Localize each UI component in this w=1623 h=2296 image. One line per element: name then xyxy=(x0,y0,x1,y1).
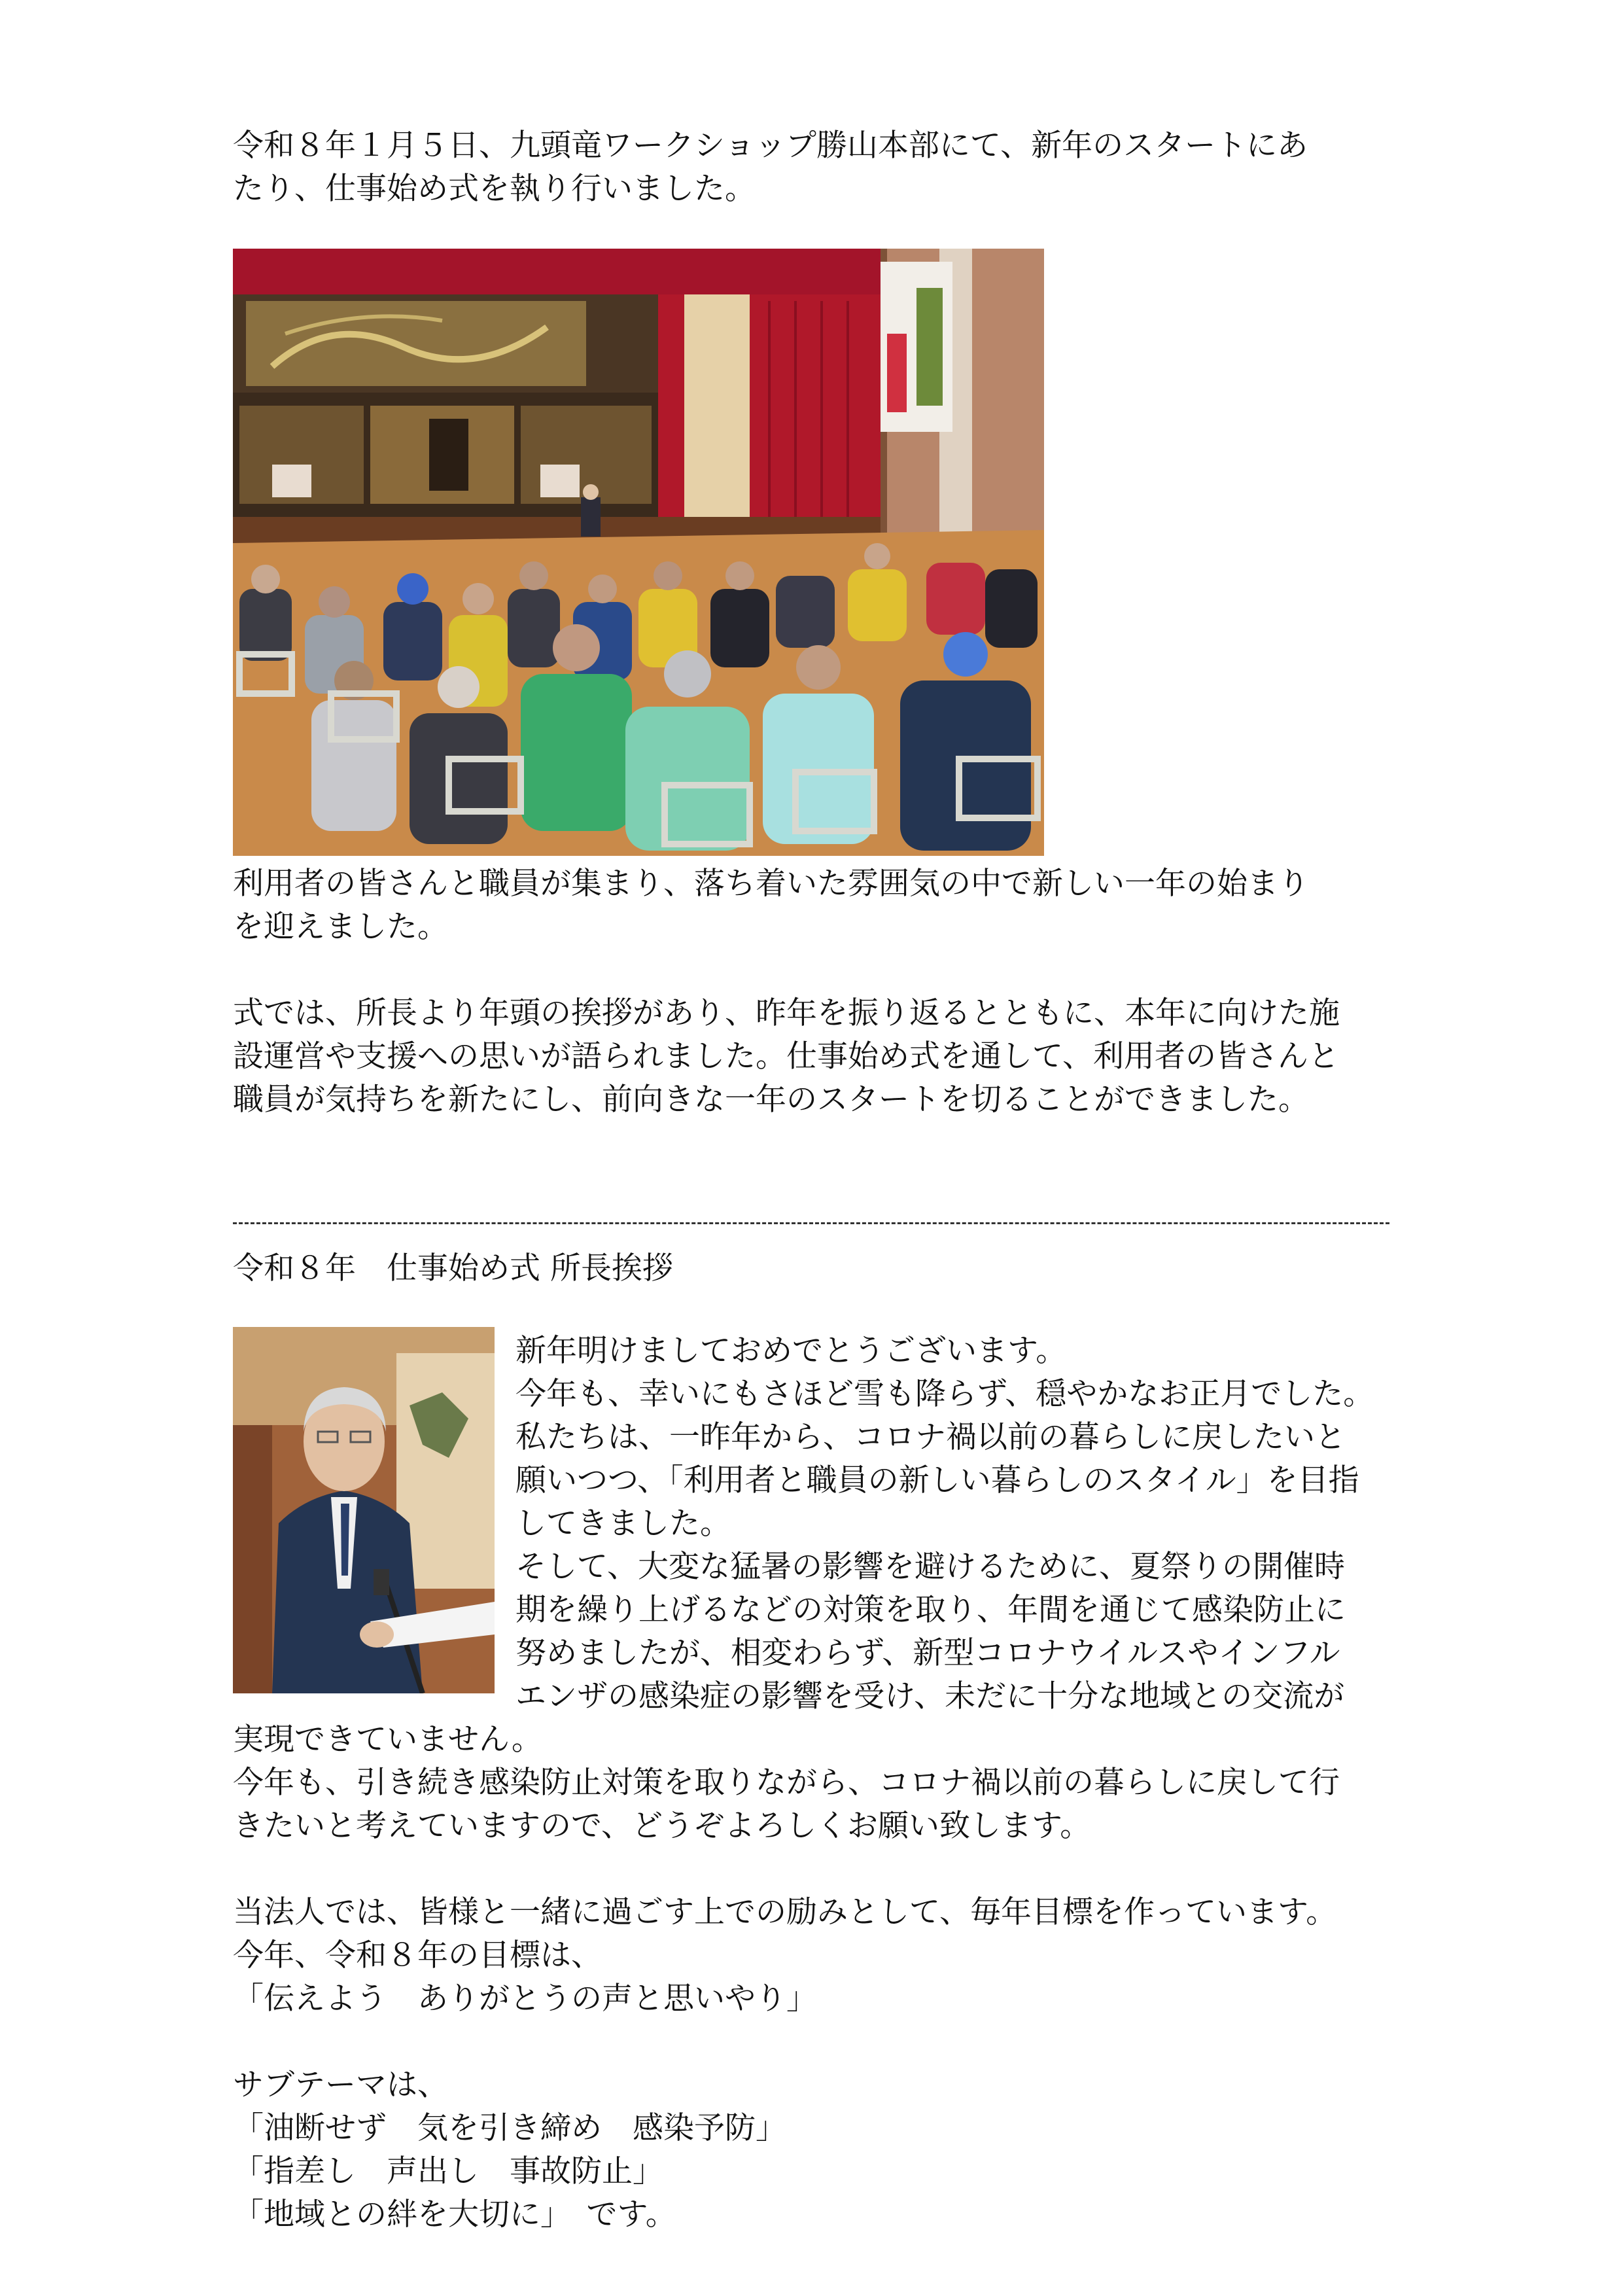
speech-full-line-2: 今年も、引き続き感染防止対策を取りながら、コロナ禍以前の暮らしに戻して行 xyxy=(233,1765,1340,1801)
subtheme-intro: サブテーマは、 xyxy=(233,2067,448,2103)
speech-line-9: エンザの感染症の影響を受け、未だに十分な地域との交流が xyxy=(515,1678,1345,1714)
caption-line-1: 利用者の皆さんと職員が集まり、落ち着いた雰囲気の中で新しい一年の始まり xyxy=(233,866,1309,902)
speech-line-2: 今年も、幸いにもさほど雪も降らず、穏やかなお正月でした。 xyxy=(515,1376,1374,1412)
speech-full-line-3: きたいと考えていますので、どうぞよろしくお願い致します。 xyxy=(233,1808,1091,1844)
speech-line-7: 期を繰り上げるなどの対策を取り、年間を通じて感染防止に xyxy=(515,1592,1346,1628)
speech-line-3: 私たちは、一昨年から、コロナ禍以前の暮らしに戻したいと xyxy=(515,1419,1346,1455)
goals-line-2: 今年、令和８年の目標は、 xyxy=(233,1937,602,1973)
subtheme-item-2: 「指差し 声出し 事故防止」 xyxy=(233,2153,663,2189)
body-line-3: 職員が気持ちを新たにし、前向きな一年のスタートを切ることができました。 xyxy=(233,1082,1309,1118)
speech-line-5: してきました。 xyxy=(515,1506,731,1542)
speech-line-1: 新年明けましておめでとうございます。 xyxy=(515,1333,1067,1369)
body-line-1: 式では、所長より年頭の挨拶があり、昨年を振り返るとともに、本年に向けた施 xyxy=(233,995,1340,1031)
goal-slogan: 「伝えよう ありがとうの声と思いやり」 xyxy=(233,1981,817,2017)
section-divider xyxy=(233,1222,1389,1224)
speech-line-8: 努めましたが、相変わらず、新型コロナウイルスやインフル xyxy=(515,1635,1340,1671)
subtheme-item-1: 「油断せず 気を引き締め 感染予防」 xyxy=(233,2110,786,2146)
speech-line-4: 願いつつ、「利用者と職員の新しい暮らしのスタイル」を目指 xyxy=(515,1462,1359,1498)
ceremony-hall-photo xyxy=(233,249,1044,856)
subtheme-item-3: 「地域との絆を大切に」 です。 xyxy=(233,2197,676,2233)
intro-line-1: 令和８年１月５日、九頭竜ワークショップ勝山本部にて、新年のスタートにあ xyxy=(233,128,1308,164)
goals-line-1: 当法人では、皆様と一緒に過ごす上での励みとして、毎年目標を作っています。 xyxy=(233,1894,1337,1930)
caption-line-2: を迎えました。 xyxy=(233,909,448,945)
speech-paragraph xyxy=(515,1330,1405,1718)
speech-title: 令和８年 仕事始め式 所長挨拶 xyxy=(233,1250,673,1286)
intro-line-2: たり、仕事始め式を執り行いました。 xyxy=(233,171,756,207)
speech-full-line-1: 実現できていません。 xyxy=(233,1722,542,1757)
director-speech-photo xyxy=(233,1327,495,1693)
speech-line-6: そして、大変な猛暑の影響を避けるために、夏祭りの開催時 xyxy=(515,1549,1346,1585)
body-line-2: 設運営や支援への思いが語られました。仕事始め式を通して、利用者の皆さんと xyxy=(233,1038,1340,1074)
